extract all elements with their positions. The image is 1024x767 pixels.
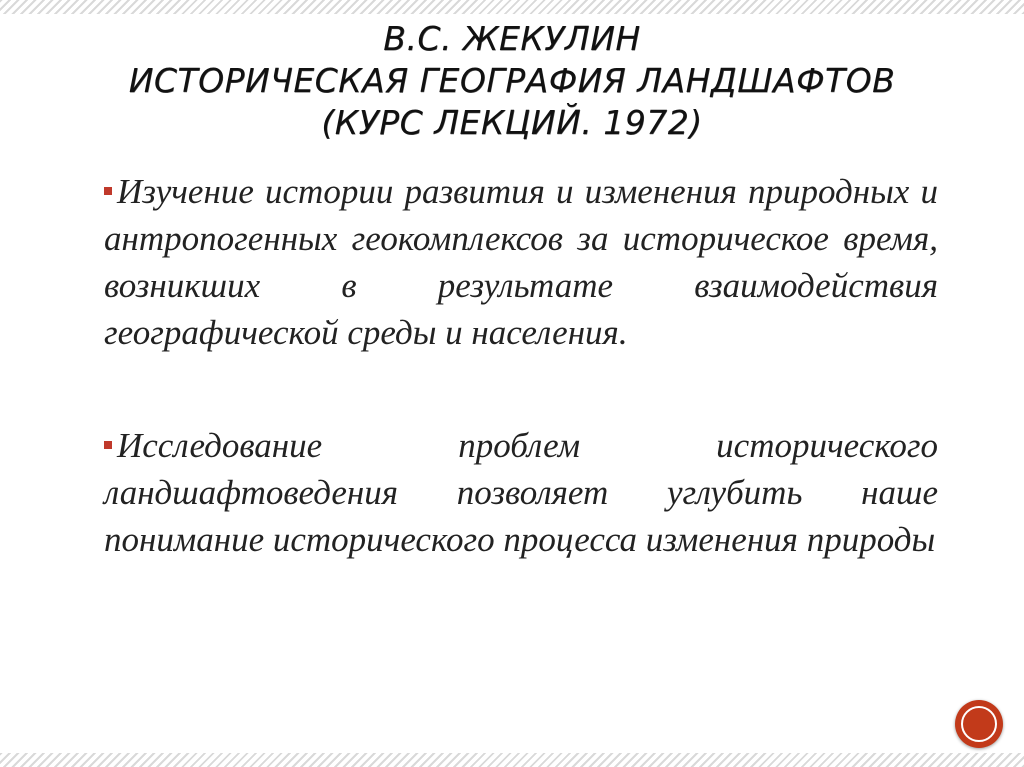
button-ring — [961, 706, 997, 742]
slide-content — [104, 168, 938, 563]
title-subtitle: (КУРС ЛЕКЦИЙ. 1972) — [321, 102, 703, 142]
square-bullet-icon — [104, 441, 112, 449]
title-author: В.С. ЖЕКУЛИН — [383, 19, 641, 58]
bullet-text: Изучение истории развития и изменения природных и антропогенных геокомплексов за историческое время, возникших в результате взаимодействия географической среды и населения. — [104, 172, 938, 352]
title-book: ИСТОРИЧЕСКАЯ ГЕОГРАФИЯ ЛАНДШАФТОВ — [128, 60, 896, 100]
bottom-decorative-border — [0, 753, 1024, 767]
bullet-item — [104, 422, 938, 563]
slide-title — [40, 18, 984, 144]
circle-button-icon[interactable] — [955, 700, 1003, 748]
square-bullet-icon — [104, 187, 112, 195]
bullet-item — [104, 168, 938, 356]
top-decorative-border — [0, 0, 1024, 14]
bullet-text: Исследование проблем исторического ландшафтоведения позволяет углубить наше понимание исторического процесса изменения природы — [104, 426, 938, 559]
